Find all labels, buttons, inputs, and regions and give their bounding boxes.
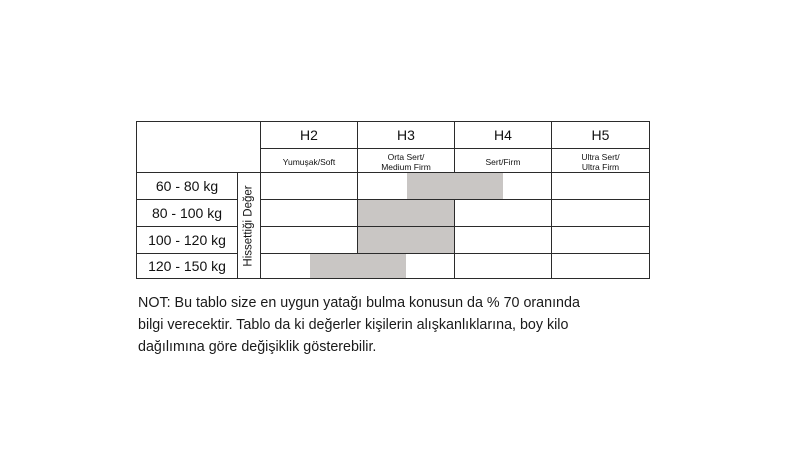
grid-cell [454, 199, 552, 227]
column-code-h3: H3 [357, 121, 455, 149]
grid-cell [551, 226, 650, 254]
grid-cell [551, 172, 650, 200]
side-label: Hissettiği Değer [243, 184, 256, 267]
column-desc-h5-line1: Ultra Sert/ [581, 151, 620, 162]
firmness-range-bar [358, 227, 454, 253]
column-desc-h4 [454, 148, 552, 173]
row-weight-3: 100 - 120 kg [136, 226, 238, 254]
firmness-range-bar [358, 200, 454, 226]
firmness-range-bar [310, 254, 406, 278]
column-desc-h2-line1: Yumuşak/Soft [282, 156, 336, 167]
grid-cell [551, 199, 650, 227]
header-corner-cell [136, 121, 261, 173]
grid-cell [454, 226, 552, 254]
row-weight-2: 80 - 100 kg [136, 199, 238, 227]
row-weight-4: 120 - 150 kg [136, 253, 238, 279]
column-desc-h2 [260, 148, 358, 173]
side-label-cell [237, 172, 261, 279]
firmness-range-bar [407, 173, 503, 199]
grid-cell [454, 253, 552, 279]
column-desc-h3-line1: Orta Sert/ [387, 151, 425, 162]
row-weight-1: 60 - 80 kg [136, 172, 238, 200]
column-code-h2: H2 [260, 121, 358, 149]
column-desc-h4-line1: Sert/Firm [485, 156, 521, 167]
firmness-table [136, 121, 650, 279]
column-desc-h5 [551, 148, 650, 173]
column-desc-h3 [357, 148, 455, 173]
column-desc-h5-line2: Ultra Firm [581, 161, 620, 172]
note-line-1: NOT: Bu tablo size en uygun yatağı bulma konusun da % 70 oranında [138, 295, 580, 311]
column-code-h5: H5 [551, 121, 650, 149]
grid-cell [551, 253, 650, 279]
grid-cell [260, 172, 358, 200]
note-line-3: dağılımına göre değişiklik gösterebilir. [138, 339, 377, 355]
column-desc-h3-line2: Medium Firm [381, 161, 431, 172]
grid-cell [260, 226, 358, 254]
note-line-2: bilgi verecektir. Tablo da ki değerler kişilerin alışkanlıklarına, boy kilo [138, 317, 569, 333]
note-text [138, 292, 698, 358]
grid-cell [260, 199, 358, 227]
column-code-h4: H4 [454, 121, 552, 149]
